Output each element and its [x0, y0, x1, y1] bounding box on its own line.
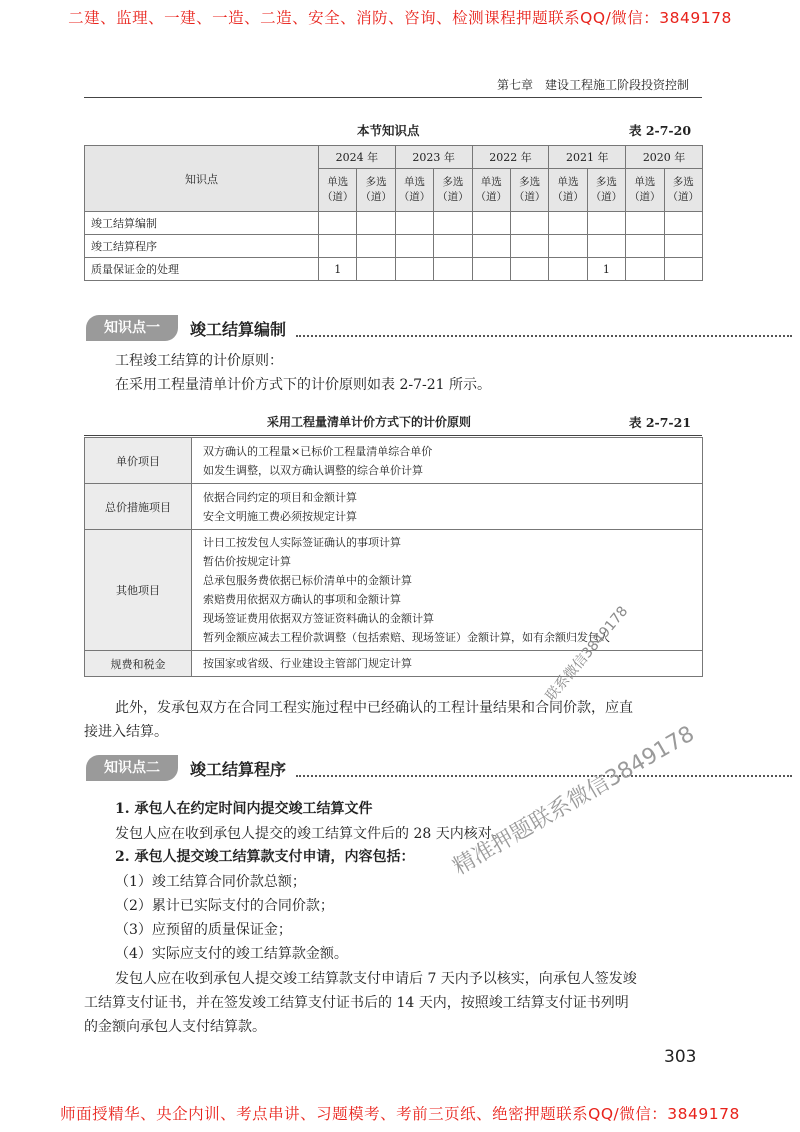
table-cell: [549, 212, 587, 235]
multi-choice-header: [664, 169, 702, 212]
table-cell: [510, 212, 548, 235]
final-para-line: 的金额向承包人支付结算款。: [84, 1019, 266, 1035]
watermark: 精准押题联系微信3849178: [449, 721, 699, 881]
table-cell: [395, 235, 433, 258]
procedure-line: （2）累计已实际支付的合同价款；: [115, 898, 334, 914]
single-choice-header: [626, 169, 664, 212]
principle-line: 计日工按发包人实际签证确认的事项计算: [203, 536, 401, 549]
sub-header-unit: （道）: [590, 191, 623, 203]
principle-cell: [192, 438, 703, 484]
sub-header-label: 单选: [557, 176, 579, 188]
procedure-line: 1. 承包人在约定时间内提交竣工结算文件: [115, 801, 373, 817]
principle-line: 双方确认的工程量×已标价工程量清单综合单价: [203, 444, 433, 458]
table-cell: [472, 258, 510, 281]
table-cell: [434, 212, 472, 235]
principle-line: 现场签证费用依据双方签证资料确认的金额计算: [203, 612, 434, 625]
principle-cell: [192, 484, 703, 530]
multi-choice-header: [510, 169, 548, 212]
item-cell: 单价项目: [85, 438, 192, 484]
principle-cell: [192, 651, 703, 677]
section1-title: 竣工结算编制: [190, 320, 287, 339]
table-cell: [626, 212, 664, 235]
section1-badge: 知识点一: [86, 315, 178, 341]
single-choice-header: [319, 169, 357, 212]
knowledge-table: [84, 145, 703, 281]
sub-header-unit: （道）: [667, 191, 699, 203]
table-cell: 1: [587, 258, 625, 281]
table-cell: [357, 235, 395, 258]
table-cell: [664, 258, 702, 281]
dotted-divider: [296, 335, 792, 337]
row-label: 质量保证金的处理: [85, 258, 319, 281]
multi-choice-header: [587, 169, 625, 212]
sub-header-unit: （道）: [475, 191, 507, 203]
table2-title: 采用工程量清单计价方式下的计价原则: [267, 415, 472, 429]
sub-header-label: 单选: [403, 176, 425, 188]
item-cell: 总价措施项目: [85, 484, 192, 530]
section2-title: 竣工结算程序: [190, 760, 287, 779]
sub-header-unit: （道）: [629, 191, 661, 203]
single-choice-header: [472, 169, 510, 212]
sub-header-label: 多选: [595, 176, 617, 188]
principle-line: 依据合同约定的项目和金额计算: [203, 490, 357, 504]
table-cell: [319, 235, 357, 258]
table-cell: [510, 258, 548, 281]
dotted-divider: [296, 775, 792, 777]
table1-title: 本节知识点: [357, 123, 420, 138]
year-header: 2022 年: [472, 146, 549, 169]
pricing-principles-table: [84, 437, 703, 677]
table-cell: [510, 235, 548, 258]
watermark: 联系微信3849178: [542, 603, 632, 705]
sub-header-label: 单选: [327, 176, 349, 188]
row-label: 竣工结算程序: [85, 235, 319, 258]
sub-header-label: 多选: [672, 176, 694, 188]
sub-header-unit: （道）: [437, 191, 469, 203]
principle-line: 如发生调整，以双方确认调整的综合单价计算: [203, 463, 423, 477]
procedure-line: （1）竣工结算合同价款总额；: [115, 874, 306, 890]
year-header: 2023 年: [395, 146, 472, 169]
table-cell: [664, 235, 702, 258]
procedure-line: 2. 承包人提交竣工结算款支付申请，内容包括：: [115, 849, 415, 865]
table-cell: [549, 258, 587, 281]
row-label: 竣工结算编制: [85, 212, 319, 235]
table2-number: 表 2-7-21: [629, 415, 692, 430]
chapter-header: 第七章 建设工程施工阶段投资控制: [497, 78, 690, 92]
table-cell: 1: [319, 258, 357, 281]
table-cell: [434, 258, 472, 281]
sub-header-unit: （道）: [552, 191, 584, 203]
sub-header-label: 多选: [442, 176, 464, 188]
sub-header-unit: （道）: [360, 191, 392, 203]
year-header: 2020 年: [626, 146, 703, 169]
table-cell: [395, 212, 433, 235]
final-para-line: 发包人应在收到承包人提交竣工结算款支付申请后 7 天内予以核实，向承包人签发竣: [115, 971, 637, 987]
table-cell: [472, 235, 510, 258]
sub-header-unit: （道）: [398, 191, 431, 203]
table2-top-rule: [84, 435, 702, 436]
table-cell: [587, 212, 625, 235]
table-cell: [549, 235, 587, 258]
sub-header-label: 单选: [634, 176, 656, 188]
final-para-line: 工结算支付证书，并在签发竣工结算支付证书后的 14 天内，按照竣工结算支付证书列明: [84, 995, 629, 1011]
table-cell: [472, 212, 510, 235]
procedure-line: （4）实际应支付的竣工结算款金额。: [115, 946, 348, 962]
principle-line: 索赔费用依据双方确认的事项和金额计算: [203, 593, 401, 606]
item-cell: 规费和税金: [85, 651, 192, 677]
table-cell: [587, 235, 625, 258]
section2-badge: 知识点二: [86, 755, 178, 781]
intro-line: 在采用工程量清单计价方式下的计价原则如表 2-7-21 所示。: [115, 377, 491, 393]
table1-corner: 知识点: [85, 146, 319, 212]
single-choice-header: [549, 169, 587, 212]
table-cell: [319, 212, 357, 235]
year-header: 2024 年: [319, 146, 396, 169]
header-rule: [84, 97, 702, 98]
table1-number: 表 2-7-20: [629, 123, 692, 138]
page-number: 303: [664, 1047, 697, 1067]
principle-line: 总承包服务费依据已标价清单中的金额计算: [203, 574, 412, 587]
principle-line: 暂列金额应减去工程价款调整（包括索赔、现场签证）金额计算，如有余额归发包人: [203, 631, 610, 644]
top-banner: 二建、监理、一建、一造、二造、安全、消防、咨询、检测课程押题联系QQ/微信：3849178: [68, 9, 732, 27]
intro-line: 工程竣工结算的计价原则：: [115, 353, 283, 369]
procedure-line: （3）应预留的质量保证金；: [115, 922, 292, 938]
sub-header-unit: （道）: [513, 191, 546, 203]
item-cell: 其他项目: [85, 530, 192, 651]
table-cell: [395, 258, 433, 281]
bottom-banner: 师面授精华、央企内训、考点串讲、习题模考、考前三页纸、绝密押题联系QQ/微信：3849178: [60, 1105, 740, 1123]
multi-choice-header: [357, 169, 395, 212]
sub-header-label: 多选: [365, 176, 387, 188]
multi-choice-header: [434, 169, 472, 212]
principle-line: 安全文明施工费必须按规定计算: [203, 509, 357, 523]
sub-header-label: 单选: [480, 176, 502, 188]
table-cell: [357, 212, 395, 235]
table-cell: [357, 258, 395, 281]
table-cell: [664, 212, 702, 235]
table-cell: [626, 235, 664, 258]
procedure-line: 发包人应在收到承包人提交的竣工结算文件后的 28 天内核对。: [115, 826, 506, 842]
principle-line: 暂估价按规定计算: [203, 555, 291, 568]
principle-cell: [192, 530, 703, 651]
sub-header-unit: （道）: [321, 191, 354, 203]
sub-header-label: 多选: [519, 176, 541, 188]
single-choice-header: [395, 169, 433, 212]
year-header: 2021 年: [549, 146, 626, 169]
table-cell: [434, 235, 472, 258]
table-cell: [626, 258, 664, 281]
after-table-line: 接进入结算。: [84, 724, 168, 740]
principle-line: 按国家或省级、行业建设主管部门规定计算: [203, 657, 412, 670]
after-table-line: 此外，发承包双方在合同工程实施过程中已经确认的工程计量结果和合同价款，应直: [115, 700, 633, 716]
